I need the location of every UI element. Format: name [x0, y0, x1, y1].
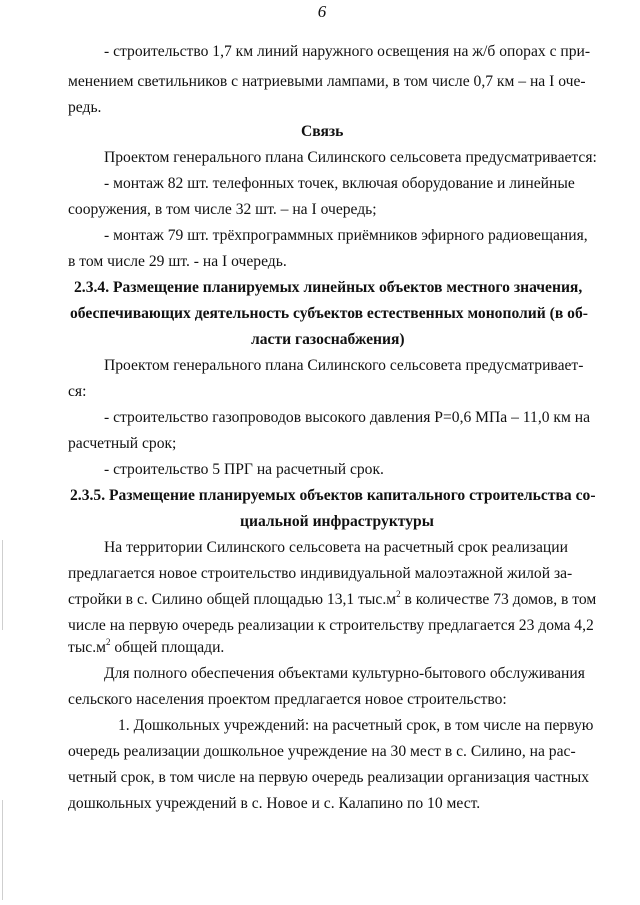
section-235-heading-line2: циальной инфраструктуры — [240, 513, 434, 530]
svyaz-item2-line2: в том числе 29 шт. - на I очередь. — [68, 253, 287, 270]
section-234-heading-line3: ласти газоснабжения) — [251, 331, 405, 348]
svyaz-item1-line2: сооружения, в том числе 32 шт. – на I очередь; — [68, 201, 377, 218]
section-234-item2: - строительство 5 ПРГ на расчетный срок. — [104, 461, 384, 478]
p3-line1: 1. Дошкольных учреждений: на расчетный срок, в том числе на первую — [118, 717, 594, 734]
p1-line3-text-a: стройки в с. Силино общей площадью 13,1 тыс.м — [68, 591, 397, 608]
section-234-item1-line2: расчетный срок; — [68, 435, 177, 452]
svyaz-item2-line1: - монтаж 79 шт. трёхпрограммных приёмников эфирного радиовещания, — [104, 227, 588, 244]
p1-line3 — [68, 590, 596, 610]
section-234-intro-line1: Проектом генерального плана Силинского сельсовета предусматривает- — [104, 357, 584, 374]
lighting-line-3: редь. — [68, 99, 102, 116]
scan-margin-mark-lower — [2, 800, 3, 900]
svyaz-item1-line1: - монтаж 82 шт. телефонных точек, включая оборудование и линейные — [104, 175, 575, 192]
p3-line3: четный срок, в том числе на первую очередь реализации организация частных — [68, 769, 590, 786]
p2-line2: сельского населения проектом предлагается новое строительство: — [68, 691, 507, 708]
p1-line4: числе на первую очередь реализации к строительству предлагается 23 дома 4,2 — [68, 617, 594, 634]
p3-line4: дошкольных учреждений в с. Новое и с. Калапино по 10 мест. — [68, 795, 481, 812]
page-number: 6 — [317, 2, 327, 21]
lighting-line-1: - строительство 1,7 км линий наружного освещения на ж/б опорах с при- — [104, 43, 591, 60]
p1-line5-text-a: тыс.м — [68, 639, 106, 656]
p1-line3-text-b: в количестве 73 домов, в том — [400, 591, 597, 608]
section-234-heading-line2: обеспечивающих деятельность субъектов естественных монополий (в об- — [70, 305, 588, 322]
lighting-line-2: менением светильников с натриевыми лампами, в том числе 0,7 км – на I оче- — [68, 73, 586, 90]
section-234-intro-line2: ся: — [68, 383, 87, 400]
p1-line1: На территории Силинского сельсовета на расчетный срок реализации — [104, 539, 568, 556]
section-234-item1-line1: - строительство газопроводов высокого давления Р=0,6 МПа – 11,0 км на — [104, 409, 591, 426]
svyaz-intro: Проектом генерального плана Силинского сельсовета предусматривается: — [104, 149, 597, 166]
scan-margin-mark — [2, 540, 3, 630]
section-235-heading-line1: 2.3.5. Размещение планируемых объектов капитального строительства со- — [70, 487, 596, 504]
p1-line5-superscript: 2 — [105, 636, 111, 647]
svyaz-heading: Связь — [301, 123, 344, 140]
p3-line2: очередь реализации дошкольное учреждение на 30 мест в с. Силино, на рас- — [68, 743, 576, 760]
section-234-heading-line1: 2.3.4. Размещение планируемых линейных объектов местного значения, — [74, 279, 583, 296]
p1-line2: предлагается новое строительство индивидуальной малоэтажной жилой за- — [68, 565, 573, 582]
p1-line5-text-b: общей площади. — [110, 639, 225, 656]
p1-line5 — [68, 638, 224, 658]
p2-line1: Для полного обеспечения объектами культурно-бытового обслуживания — [104, 665, 585, 682]
p1-line3-superscript: 2 — [396, 588, 401, 599]
